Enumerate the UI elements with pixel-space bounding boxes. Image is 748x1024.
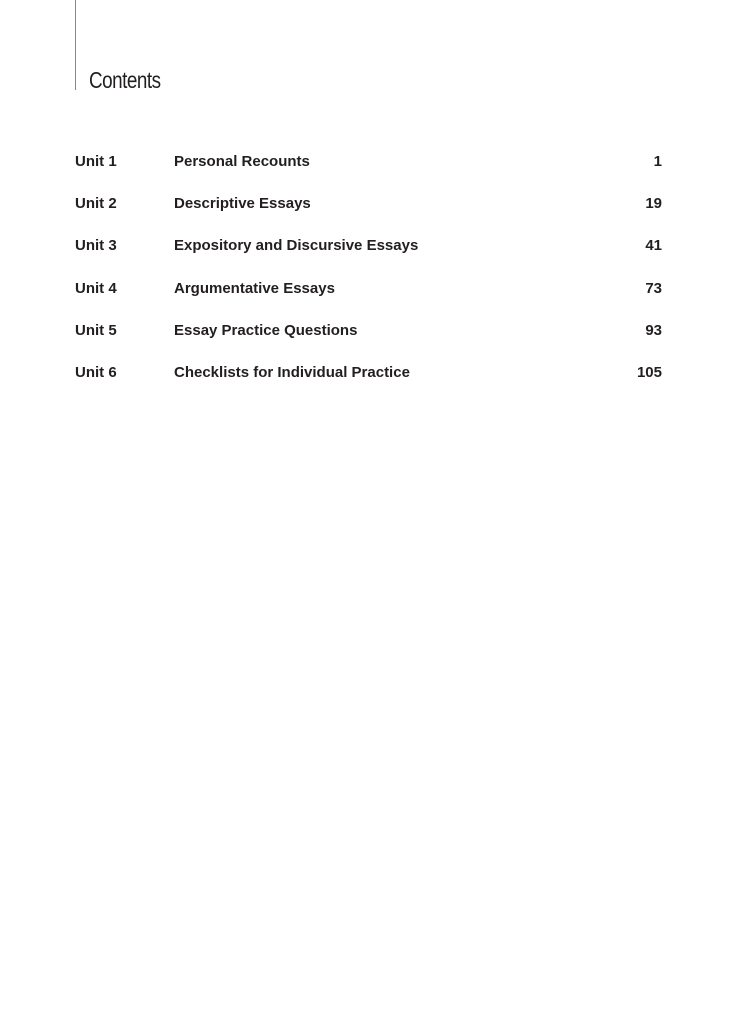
page-number: 105 [636,363,662,381]
chapter-title[interactable]: Essay Practice Questions [174,321,358,339]
unit-label: Unit 3 [75,237,117,255]
toc-row[interactable] [75,194,662,236]
toc-row[interactable] [75,152,662,194]
chapter-title[interactable]: Personal Recounts [174,153,310,170]
unit-label: Unit 5 [75,321,117,339]
page-number: 41 [645,237,662,255]
toc-row[interactable] [75,321,662,363]
unit-label: Unit 4 [75,279,117,297]
page-number: 1 [653,153,662,170]
chapter-title[interactable]: Checklists for Individual Practice [174,363,410,381]
unit-label: Unit 1 [75,153,117,170]
page-number: 19 [645,195,662,213]
chapter-title[interactable]: Expository and Discursive Essays [174,237,419,255]
page-number: 93 [645,321,662,339]
toc-row[interactable] [75,236,662,278]
chapter-title[interactable]: Argumentative Essays [174,279,335,297]
page-title: Contents [89,67,161,93]
page-number: 73 [645,279,662,297]
toc-row[interactable] [75,363,662,405]
toc-row[interactable] [75,279,662,321]
unit-label: Unit 2 [75,195,117,213]
vertical-rule [75,0,76,90]
unit-label: Unit 6 [75,363,117,381]
chapter-title[interactable]: Descriptive Essays [174,195,311,213]
table-of-contents [75,152,662,405]
